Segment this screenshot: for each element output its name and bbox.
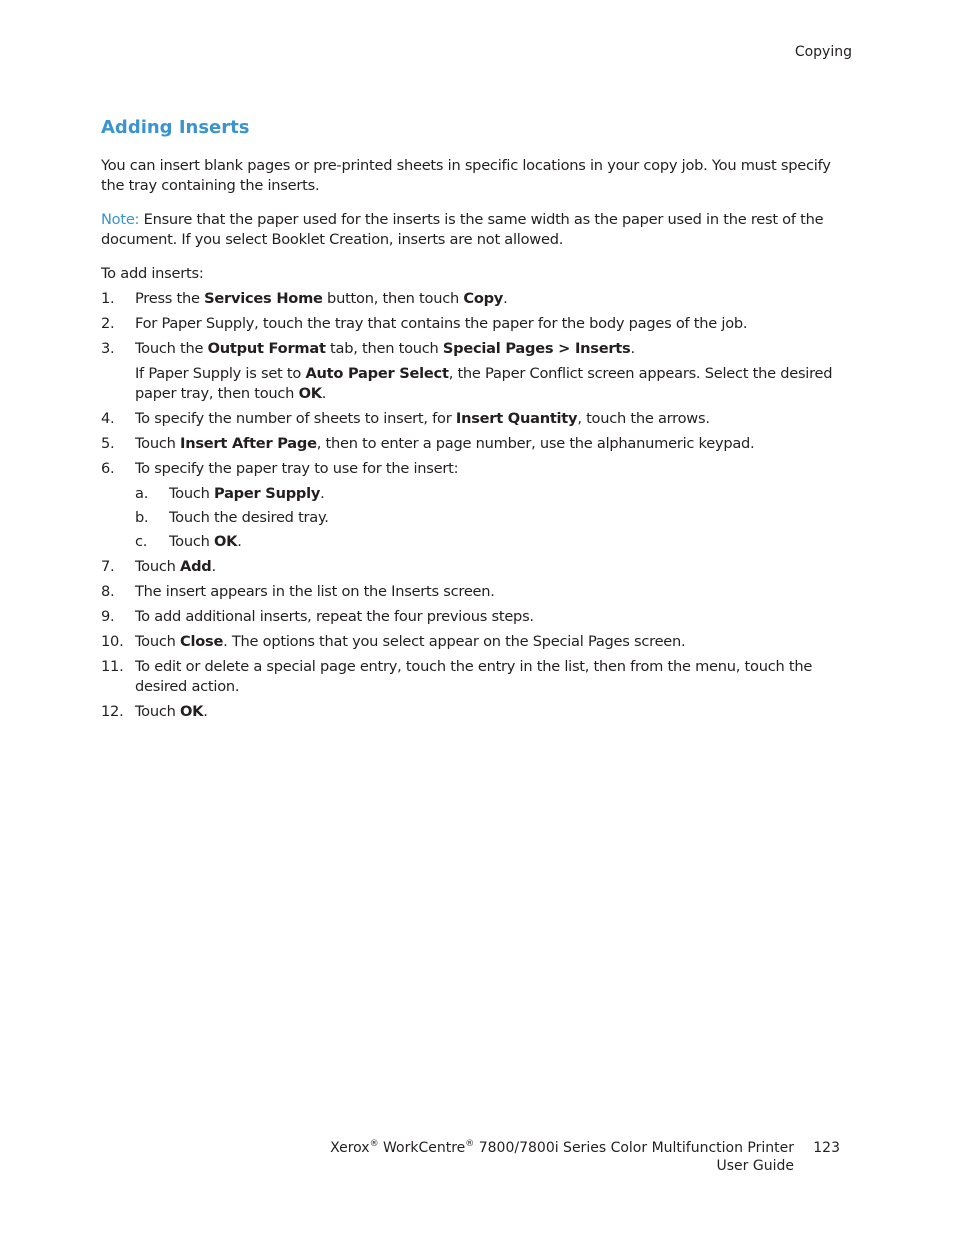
ui-term: Close bbox=[180, 633, 224, 650]
step-text: tab, then touch bbox=[325, 340, 443, 357]
step-text: Touch bbox=[169, 533, 215, 550]
substep-item bbox=[135, 532, 846, 552]
step-detail bbox=[135, 364, 846, 404]
ui-term: > bbox=[553, 340, 575, 357]
step-item bbox=[101, 607, 846, 627]
step-body bbox=[135, 607, 846, 627]
note-label: Note: bbox=[101, 211, 140, 228]
step-text: . bbox=[630, 340, 635, 357]
registered-mark: ® bbox=[369, 1139, 379, 1149]
step-number: 7. bbox=[101, 558, 115, 575]
step-item bbox=[101, 339, 846, 404]
step-text: For Paper Supply, touch the tray that contains the paper for the body pages of the job. bbox=[135, 315, 748, 332]
substep-letter: c. bbox=[135, 533, 148, 550]
step-text: , then to enter a page number, use the alphanumeric keypad. bbox=[316, 435, 755, 452]
step-number: 4. bbox=[101, 410, 115, 427]
step-item bbox=[101, 289, 846, 309]
intro-paragraph: You can insert blank pages or pre-printed sheets in specific locations in your copy job. You must specify the tray containing the inserts. bbox=[101, 157, 831, 194]
substep-body bbox=[169, 532, 846, 552]
ui-term: Special Pages bbox=[442, 340, 554, 357]
ui-term: OK bbox=[298, 385, 322, 402]
step-item bbox=[101, 557, 846, 577]
step-number: 5. bbox=[101, 435, 115, 452]
ui-term: Auto Paper Select bbox=[305, 365, 449, 382]
step-text: . The options that you select appear on the Special Pages screen. bbox=[223, 633, 686, 650]
ui-term: Paper Supply bbox=[214, 485, 321, 502]
ui-term: Copy bbox=[463, 290, 504, 307]
step-body bbox=[135, 339, 846, 359]
step-text: . bbox=[321, 385, 327, 402]
step-text: To specify the number of sheets to insert, for bbox=[135, 410, 456, 427]
step-number: 6. bbox=[101, 460, 115, 477]
step-text: . bbox=[503, 290, 508, 307]
ui-term: OK bbox=[214, 533, 238, 550]
step-item bbox=[101, 657, 846, 697]
step-text: Touch bbox=[135, 435, 181, 452]
footer-product: 7800/7800i Series Color Multifunction Printer bbox=[474, 1140, 794, 1156]
step-body bbox=[135, 557, 846, 577]
substep-item bbox=[135, 508, 846, 528]
step-item bbox=[101, 702, 846, 722]
ui-term: Add bbox=[180, 558, 212, 575]
step-body bbox=[135, 434, 846, 454]
step-number: 10. bbox=[101, 633, 124, 650]
step-body bbox=[135, 409, 846, 429]
ui-term: OK bbox=[180, 703, 204, 720]
step-number: 11. bbox=[101, 658, 124, 675]
step-item bbox=[101, 632, 846, 652]
step-body bbox=[135, 632, 846, 652]
running-header: Copying bbox=[794, 44, 852, 60]
step-text: button, then touch bbox=[322, 290, 464, 307]
step-text: Touch the bbox=[135, 340, 208, 357]
step-text: . bbox=[211, 558, 216, 575]
step-text: Touch the desired tray. bbox=[169, 509, 329, 526]
step-text: To edit or delete a special page entry, touch the entry in the list, then from the menu, touch the desired action. bbox=[135, 658, 813, 695]
step-number: 3. bbox=[101, 340, 115, 357]
step-body bbox=[135, 702, 846, 722]
step-text: The insert appears in the list on the Inserts screen. bbox=[135, 583, 495, 600]
step-number: 9. bbox=[101, 608, 115, 625]
ui-term: Services Home bbox=[204, 290, 323, 307]
step-number: 12. bbox=[101, 703, 124, 720]
substeps-list bbox=[135, 484, 846, 552]
step-text: Touch bbox=[169, 485, 215, 502]
substep-letter: b. bbox=[135, 509, 149, 526]
step-number: 2. bbox=[101, 315, 115, 332]
step-text: To specify the paper tray to use for the insert: bbox=[135, 460, 459, 477]
footer-guide-label: User Guide bbox=[716, 1158, 794, 1174]
steps-list bbox=[101, 289, 846, 722]
substep-letter: a. bbox=[135, 485, 149, 502]
ui-term: Insert After Page bbox=[180, 435, 317, 452]
steps-lead: To add inserts: bbox=[101, 265, 204, 282]
step-text: Touch bbox=[135, 558, 181, 575]
step-text: , touch the arrows. bbox=[577, 410, 710, 427]
page-footer bbox=[300, 1139, 840, 1179]
step-item bbox=[101, 409, 846, 429]
step-text: To add additional inserts, repeat the four previous steps. bbox=[135, 608, 534, 625]
step-body bbox=[135, 459, 846, 479]
step-text: . bbox=[320, 485, 325, 502]
step-body bbox=[135, 289, 846, 309]
substep-body bbox=[169, 508, 846, 528]
note-text: Ensure that the paper used for the inserts is the same width as the paper used in the rest of the document. If you select Booklet Creation, inserts are not allowed. bbox=[101, 211, 824, 248]
document-body bbox=[101, 156, 846, 727]
ui-term: Insert Quantity bbox=[455, 410, 578, 427]
substep-body bbox=[169, 484, 846, 504]
footer-model: WorkCentre bbox=[378, 1140, 466, 1156]
step-body bbox=[135, 314, 846, 334]
step-item bbox=[101, 314, 846, 334]
section-title: Adding Inserts bbox=[101, 117, 250, 138]
step-number: 8. bbox=[101, 583, 115, 600]
ui-term: Output Format bbox=[207, 340, 326, 357]
step-body bbox=[135, 657, 846, 697]
step-text: . bbox=[237, 533, 242, 550]
step-item bbox=[101, 434, 846, 454]
footer-product-name bbox=[330, 1139, 794, 1157]
page-number: 123 bbox=[813, 1140, 840, 1156]
step-text: . bbox=[203, 703, 208, 720]
registered-mark: ® bbox=[465, 1139, 475, 1149]
step-text: , the Paper Conflict screen appears. Select the desired paper tray, then touch bbox=[135, 365, 833, 402]
step-text: If Paper Supply is set to bbox=[135, 365, 306, 382]
step-item bbox=[101, 459, 846, 552]
footer-brand: Xerox bbox=[330, 1140, 370, 1156]
note-paragraph bbox=[101, 210, 846, 250]
step-body bbox=[135, 582, 846, 602]
ui-term: Inserts bbox=[574, 340, 631, 357]
step-number: 1. bbox=[101, 290, 115, 307]
step-item bbox=[101, 582, 846, 602]
step-text: Touch bbox=[135, 703, 181, 720]
substep-item bbox=[135, 484, 846, 504]
step-text: Press the bbox=[135, 290, 205, 307]
step-text: Touch bbox=[135, 633, 181, 650]
